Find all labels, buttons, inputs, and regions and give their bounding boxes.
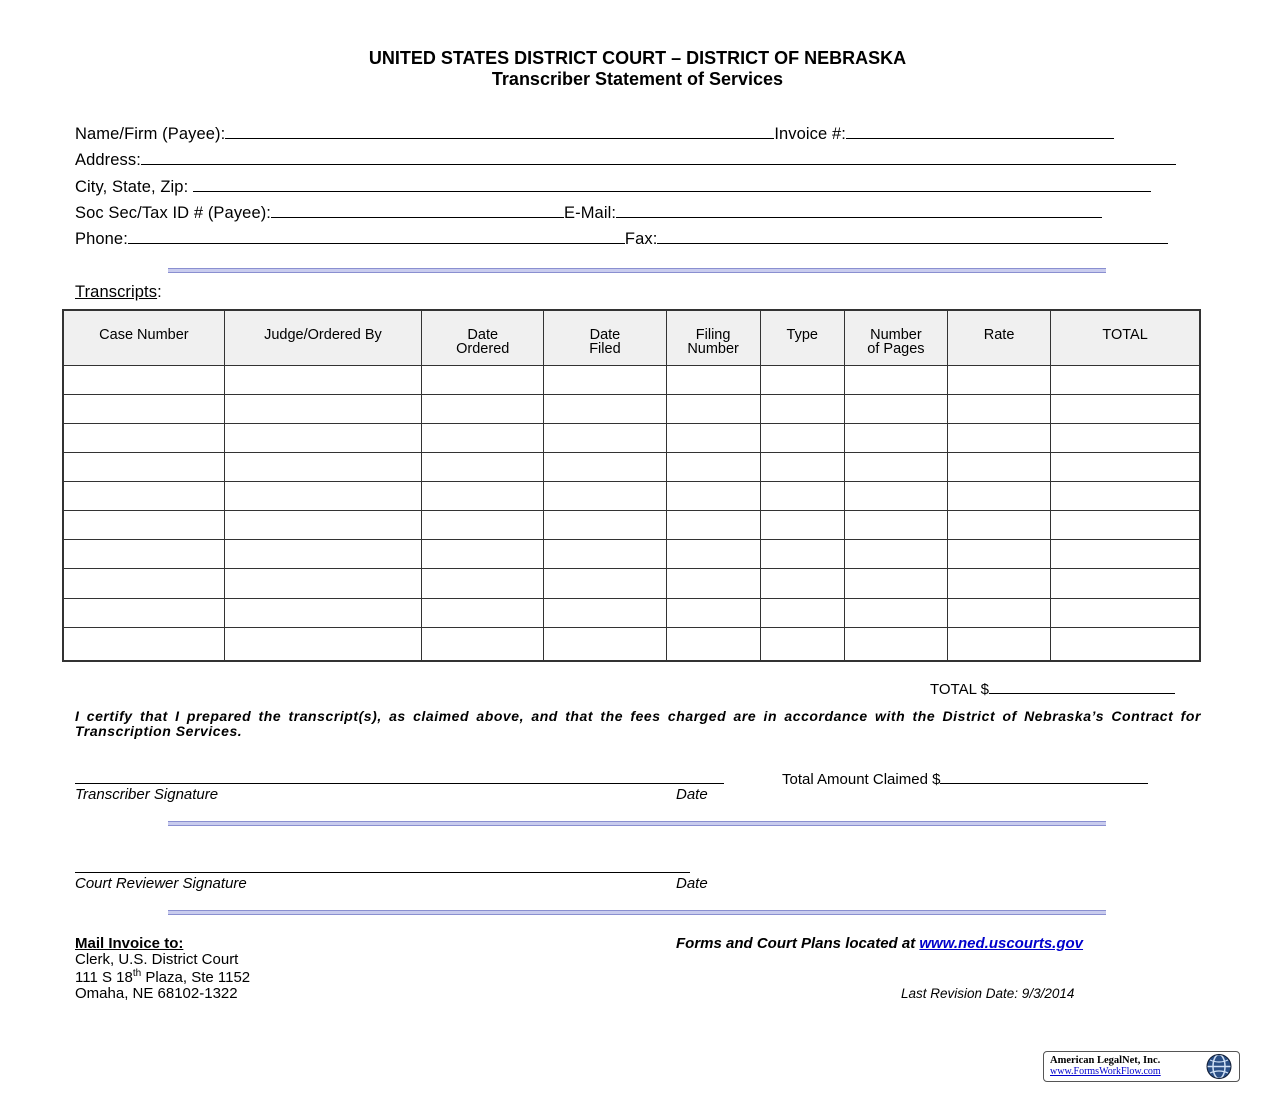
revision-date: Last Revision Date: 9/3/2014	[901, 986, 1075, 1001]
table-cell[interactable]	[1051, 366, 1200, 395]
table-cell[interactable]	[224, 395, 421, 424]
table-cell[interactable]	[760, 569, 844, 598]
city-row	[75, 177, 1151, 197]
ssn-row	[75, 203, 1102, 223]
column-header	[224, 310, 421, 366]
ssn-field[interactable]	[271, 203, 564, 218]
separator-2	[168, 821, 1106, 826]
table-cell[interactable]	[224, 540, 421, 569]
table-cell[interactable]	[844, 366, 947, 395]
table-row	[63, 424, 1200, 453]
column-header-line-1: Date	[589, 327, 621, 343]
column-header	[1051, 310, 1200, 366]
table-cell[interactable]	[948, 453, 1051, 482]
table-cell[interactable]	[224, 598, 421, 627]
table-cell[interactable]	[948, 598, 1051, 627]
table-cell[interactable]	[948, 395, 1051, 424]
american-legalnet-logo[interactable]	[1043, 1051, 1240, 1082]
table-cell[interactable]	[1051, 569, 1200, 598]
column-header	[422, 310, 544, 366]
total-row	[930, 680, 1175, 698]
table-cell[interactable]	[948, 424, 1051, 453]
table-cell[interactable]	[544, 540, 666, 569]
table-cell[interactable]	[1051, 395, 1200, 424]
table-cell[interactable]	[844, 511, 947, 540]
table-cell[interactable]	[1051, 453, 1200, 482]
forms-text-row	[676, 935, 1083, 952]
table-cell[interactable]	[1051, 511, 1200, 540]
email-label: E-Mail:	[564, 204, 617, 222]
table-cell[interactable]	[544, 627, 666, 661]
table-cell[interactable]	[1051, 627, 1200, 661]
table-body	[63, 366, 1200, 662]
ssn-label: Soc Sec/Tax ID # (Payee):	[75, 204, 271, 222]
column-header-line-2: Ordered	[456, 341, 510, 357]
table-row	[63, 569, 1200, 598]
column-header-line-1: Date	[467, 327, 499, 343]
table-cell[interactable]	[224, 569, 421, 598]
mail-line-1: Clerk, U.S. District Court	[75, 951, 239, 968]
table-cell[interactable]	[760, 366, 844, 395]
table-cell[interactable]	[544, 482, 666, 511]
fax-label: Fax:	[624, 230, 658, 248]
table-cell[interactable]	[224, 482, 421, 511]
table-cell[interactable]	[666, 395, 760, 424]
mail-heading: Mail Invoice to:	[75, 935, 184, 952]
column-header	[63, 310, 224, 366]
table-cell[interactable]	[760, 395, 844, 424]
mail-line-3: Omaha, NE 68102-1322	[75, 985, 238, 1002]
transcriber-date-label: Date	[676, 786, 708, 803]
table-cell[interactable]	[63, 424, 224, 453]
transcripts-table	[62, 309, 1201, 662]
column-header-line-1: Type	[786, 327, 818, 343]
table-row	[63, 598, 1200, 627]
total-label: TOTAL $	[930, 681, 989, 698]
name-row	[75, 124, 1114, 144]
mail-line-2-pre: 111 S 18	[75, 969, 133, 986]
table-cell[interactable]	[544, 424, 666, 453]
table-row	[63, 482, 1200, 511]
forms-text: Forms and Court Plans located at	[676, 935, 920, 952]
table-row	[63, 395, 1200, 424]
table-cell[interactable]	[666, 366, 760, 395]
table-cell[interactable]	[666, 569, 760, 598]
separator-1	[168, 268, 1106, 273]
table-cell[interactable]	[224, 424, 421, 453]
column-header-line-1: Rate	[983, 327, 1015, 343]
table-row	[63, 511, 1200, 540]
mail-line-2-sup: th	[132, 968, 142, 979]
phone-label: Phone:	[75, 230, 128, 248]
column-header	[760, 310, 844, 366]
table-cell[interactable]	[1051, 424, 1200, 453]
total-field[interactable]	[989, 680, 1175, 694]
table-cell[interactable]	[224, 453, 421, 482]
column-header-line-1: Case Number	[99, 327, 189, 343]
table-cell[interactable]	[63, 395, 224, 424]
address-label: Address:	[75, 151, 141, 169]
table-cell[interactable]	[422, 453, 544, 482]
table-cell[interactable]	[63, 366, 224, 395]
address-row	[75, 150, 1176, 170]
table-cell[interactable]	[422, 569, 544, 598]
globe-icon	[1202, 1053, 1236, 1080]
table-cell[interactable]	[224, 366, 421, 395]
city-label: City, State, Zip:	[75, 178, 189, 196]
table-cell[interactable]	[844, 627, 947, 661]
transcripts-heading-colon: :	[157, 283, 162, 301]
column-header-line-2: Filed	[589, 341, 621, 357]
table-cell[interactable]	[1051, 598, 1200, 627]
fax-field[interactable]	[657, 229, 1168, 244]
table-cell[interactable]	[760, 453, 844, 482]
email-field[interactable]	[616, 203, 1102, 218]
table-cell[interactable]	[63, 453, 224, 482]
column-header-line-1: Number	[870, 327, 922, 343]
reviewer-date-label: Date	[676, 875, 708, 892]
table-cell[interactable]	[63, 511, 224, 540]
logo-company-name: American LegalNet, Inc.	[1050, 1055, 1161, 1066]
transcriber-signature-line[interactable]	[75, 783, 724, 784]
table-cell[interactable]	[224, 511, 421, 540]
transcripts-heading	[75, 283, 162, 302]
table-row	[63, 540, 1200, 569]
table-cell[interactable]	[948, 366, 1051, 395]
certification-text: I certify that I prepared the transcript(s), as claimed above, and that the fees charged are in accordance with the District of Nebraska’s Contract for Transcription Services.	[75, 708, 1201, 739]
transcriber-signature-label: Transcriber Signature	[75, 786, 219, 803]
total-claimed-field[interactable]	[940, 770, 1148, 784]
table-cell[interactable]	[760, 598, 844, 627]
table-cell[interactable]	[760, 511, 844, 540]
table-cell[interactable]	[666, 424, 760, 453]
table-cell[interactable]	[422, 424, 544, 453]
reviewer-signature-label: Court Reviewer Signature	[75, 875, 247, 892]
table-cell[interactable]	[760, 424, 844, 453]
table-row	[63, 453, 1200, 482]
form-title: Transcriber Statement of Services	[491, 69, 784, 89]
mail-line-2-post: Plaza, Ste 1152	[141, 969, 251, 986]
forms-link[interactable]: www.ned.uscourts.gov	[919, 935, 1084, 952]
table-cell[interactable]	[422, 366, 544, 395]
separator-3	[168, 910, 1106, 915]
table-cell[interactable]	[666, 598, 760, 627]
court-title: UNITED STATES DISTRICT COURT – DISTRICT OF NEBRASKA	[368, 48, 907, 68]
table-cell[interactable]	[422, 627, 544, 661]
phone-row	[75, 229, 1168, 249]
table-cell[interactable]	[844, 453, 947, 482]
name-label: Name/Firm (Payee):	[75, 125, 226, 143]
table-cell[interactable]	[422, 540, 544, 569]
mail-line-2	[75, 968, 250, 986]
table-cell[interactable]	[422, 511, 544, 540]
invoice-field[interactable]	[846, 124, 1114, 139]
transcripts-heading-text: Transcripts	[75, 283, 158, 301]
table-cell[interactable]	[844, 569, 947, 598]
table-cell[interactable]	[760, 627, 844, 661]
column-header	[544, 310, 666, 366]
column-header	[666, 310, 760, 366]
table-cell[interactable]	[63, 540, 224, 569]
table-cell[interactable]	[422, 395, 544, 424]
table-cell[interactable]	[666, 482, 760, 511]
column-header-line-1: Filing	[695, 327, 731, 343]
table-cell[interactable]	[948, 569, 1051, 598]
reviewer-signature-line[interactable]	[75, 872, 690, 873]
name-field[interactable]	[225, 124, 774, 139]
column-header-line-2: of Pages	[867, 341, 925, 357]
address-field[interactable]	[141, 150, 1176, 165]
table-cell[interactable]	[948, 482, 1051, 511]
column-header	[948, 310, 1051, 366]
invoice-label: Invoice #:	[774, 125, 846, 143]
table-cell[interactable]	[224, 627, 421, 661]
column-header-line-1: TOTAL	[1102, 327, 1148, 343]
column-header-line-2: Number	[687, 341, 739, 357]
table-row	[63, 627, 1200, 661]
table-cell[interactable]	[422, 598, 544, 627]
table-cell[interactable]	[844, 598, 947, 627]
table-cell[interactable]	[544, 366, 666, 395]
table-cell[interactable]	[63, 569, 224, 598]
table-cell[interactable]	[666, 511, 760, 540]
table-cell[interactable]	[544, 395, 666, 424]
total-claimed-label: Total Amount Claimed $	[782, 771, 941, 788]
table-cell[interactable]	[63, 627, 224, 661]
table-cell[interactable]	[948, 540, 1051, 569]
city-field[interactable]	[193, 177, 1151, 192]
table-cell[interactable]	[544, 511, 666, 540]
table-cell[interactable]	[948, 511, 1051, 540]
total-claimed-row	[782, 770, 1148, 788]
logo-url: www.FormsWorkFlow.com	[1050, 1066, 1161, 1077]
table-cell[interactable]	[666, 540, 760, 569]
column-header-line-1: Judge/Ordered By	[264, 327, 382, 343]
table-cell[interactable]	[760, 540, 844, 569]
table-cell[interactable]	[844, 540, 947, 569]
table-cell[interactable]	[422, 482, 544, 511]
table-header-row	[63, 310, 1200, 366]
column-header	[844, 310, 947, 366]
table-cell[interactable]	[666, 627, 760, 661]
table-cell[interactable]	[1051, 540, 1200, 569]
table-cell[interactable]	[844, 424, 947, 453]
table-cell[interactable]	[63, 482, 224, 511]
table-cell[interactable]	[63, 598, 224, 627]
table-row	[63, 366, 1200, 395]
table-cell[interactable]	[544, 453, 666, 482]
table-cell[interactable]	[948, 627, 1051, 661]
phone-field[interactable]	[128, 229, 625, 244]
table-cell[interactable]	[1051, 482, 1200, 511]
table-cell[interactable]	[844, 482, 947, 511]
table-cell[interactable]	[760, 482, 844, 511]
table-cell[interactable]	[666, 453, 760, 482]
table-cell[interactable]	[544, 598, 666, 627]
table-cell[interactable]	[544, 569, 666, 598]
table-cell[interactable]	[844, 395, 947, 424]
